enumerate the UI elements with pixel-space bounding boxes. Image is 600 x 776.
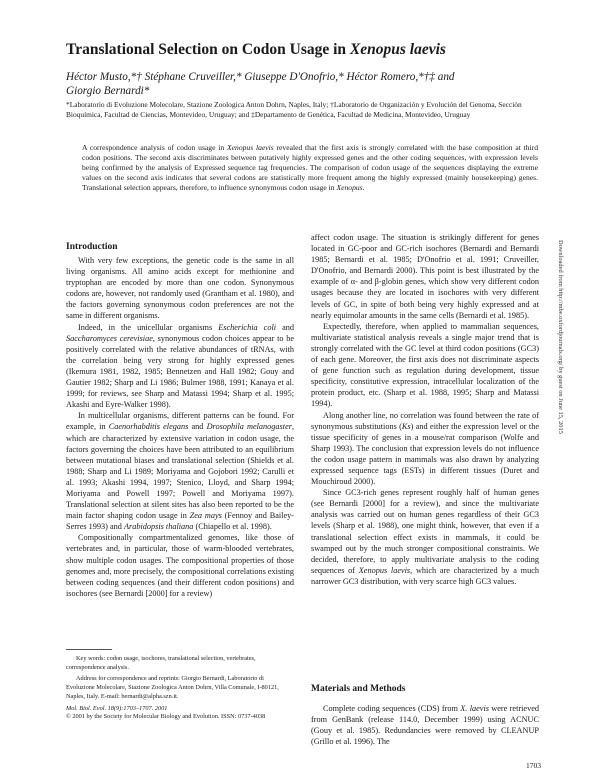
download-watermark: Downloaded from http://mbe.oxfordjournals.org/ by guest on June 15, 2015 — [557, 240, 564, 434]
left-column — [66, 255, 294, 599]
paragraph: In multicellular organisms, different patterns can be found. For example, in Caenorhabditis elegans and Drosophila melanogaster, which are characterized by extensive variation in codon usage, the factors governing the choices have been attributed to an equilibrium between mutational biases and translational selection (Shields et al. 1988; Sharp and Li 1989; Moriyama and Gojobori 1992; Carulli et al. 1993; Akashi 1994, 1997; Stenico, Lloyd, and Sharp 1994; Moriyama and Powell 1997; Powell and Moriyama 1997). Translational selection at silent sites has also been reported to be the main factor shaping codon usage in Zea mays (Fennoy and Bailey-Serres 1993) and Arabidopsis thaliana (Chiapello et al. 1998). — [66, 411, 294, 532]
abstract: A correspondence analysis of codon usage in Xenopus laevis revealed that the first axis is strongly correlated with the base composition at third codon positions. The second axis discriminates between putatively highly expressed genes and the other coding sequences, with expression levels being confirmed by the analysis of Expressed sequence tag frequencies. The comparison of codon usage of the sequences displaying the extreme values on the second axis indicates that several codons are statistically more frequent among the highly expressed (mainly housekeeping) genes. Translational selection appears, therefore, to influence synonymous codon usage in Xenopus. — [82, 143, 538, 193]
paragraph: Compositionally compartmentalized genomes, like those of vertebrates and, in particular, those of warm-blooded vertebrates, show multiple codon usages. The compositional properties of those genomes and, more precisely, the compositional correlations existing between coding sequences (and their different codon positions) and isochores (see Bernardi [2000] for a review) — [66, 533, 294, 598]
right-column — [311, 232, 539, 587]
section-heading-introduction: Introduction — [66, 242, 118, 252]
page-number: 1703 — [526, 761, 541, 770]
author-list: Héctor Musto,*† Stéphane Cruveiller,* Giuseppe D'Onofrio,* Héctor Romero,*†‡ and Giorgio Bernardi* — [66, 71, 455, 97]
paragraph: Expectedly, therefore, when applied to mammalian sequences, multivariate statistical analysis reveals a single major trend that is strongly correlated with the GC level at third codon positions (GC3) of each gene. Moreover, the first axis does not discriminate aspects of gene function such as regulation during development, tissue specificity, constitutive expression, intracellular localization of the protein product, etc. (Sharp et al. 1988, 1995; Sharp and Matassi 1994). — [311, 321, 539, 409]
affiliations: *Laboratorio di Evoluzione Molecolare, Stazione Zoologica Anton Dohrn, Naples, Italy; †Laboratorio de Organización y Evolución del Genoma, Sección Bioquímica, Facultad de Ciencias, Montevideo, Uruguay; and ‡Departamento de Genética, Facultad de Medicina, Montevideo, Uruguay — [66, 100, 522, 119]
correspondence-address: Address for correspondence and reprints: Giorgio Bernardi, Laboratorio di Evoluzione Molecolare, Stazione Zoologica Anton Dohrn, Villa Comunale, I-80121, Naples, Italy. E-mail: bernardi@alpha.szn.it. — [66, 675, 279, 700]
methods-paragraph: Complete coding sequences (CDS) from X. laevis were retrieved from GenBank (release 114.0, December 1999) using ACNUC (Gouy et al. 1985). Redundancies were removed by CLEANUP (Grillo et al. 1996). The — [311, 704, 539, 747]
footnote-divider — [66, 649, 112, 650]
journal-citation: Mol. Biol. Evol. 18(9):1703–1707. 2001 — [66, 704, 168, 712]
footnotes — [66, 655, 294, 722]
paragraph: Along another line, no correlation was found between the rate of synonymous substitutions (Ks) and either the expression level or the tissue specificity of genes in a mouse/rat comparison (Wolfe and Sharp 1993). The conclusion that expression levels do not influence the codon usage pattern in mammals was also drawn by analyzing expressed sequence tags (ESTs) in different tissues (Duret and Mouchiroud 2000). — [311, 410, 539, 487]
paragraph: affect codon usage. The situation is strikingly different for genes located in GC-poor and GC-rich isochores (Bernardi and Bernardi 1985; Bernardi et al. 1985; D'Onofrio et al. 1991; Cruveiller, D'Onofrio, and Bernardi 2000). This point is best illustrated by the example of α- and β-globin genes, which show very different codon usages because they are located in isochores with very different levels of GC, in spite of both being very highly expressed and at nearly equimolar amounts in the same cells (Bernardi et al. 1985). — [311, 233, 539, 320]
copyright: © 2001 by the Society for Molecular Biology and Evolution. ISSN: 0737-4038 — [66, 713, 266, 721]
paper-title: Translational Selection on Codon Usage in Xenopus laevis — [66, 41, 446, 58]
paragraph: Since GC3-rich genes represent roughly half of human genes (see Bernardi [2000] for a review), and since the multivariate analysis was carried out on human genes regardless of their GC3 levels (Sharp et al. 1988), one might think, however, that even if a translational selection effect exists in mammals, it could be swamped out by the much stronger compositional constraints. We decided, therefore, to apply multivariate analysis to the coding sequences of Xenopus laevis, which are characterized by a much narrower GC3 distribution, with very scarce high GC3 values. — [311, 488, 539, 586]
keywords: Key words: codon usage, isochores, translational selection, vertebrates, correspondence analysis. — [66, 655, 256, 671]
paragraph: With very few exceptions, the genetic code is the same in all living organisms. All amino acids except for methionine and tryptophan are encoded by more than one codon. Synonymous codons are, however, not randomly used (Grantham et al. 1980), and the factors governing synonymous codon preferences are not the same in different organisms. — [66, 256, 294, 321]
paragraph: Indeed, in the unicellular organisms Escherichia coli and Saccharomyces cerevisiae, synonymous codon choices appear to be positively correlated with the relative abundances of tRNAs, with the correlation being very strong for highly expressed genes (Ikemura 1981, 1982, 1985; Bennetzen and Hall 1982; Gouy and Gautier 1982; Sharp and Li 1986; Bulmer 1988, 1991; Kanaya et al. 1999; for reviews, see Sharp and Matassi 1994; Sharp et al. 1995; Akashi and Eyre-Walker 1998). — [66, 322, 294, 410]
section-heading-methods: Materials and Methods — [311, 684, 406, 694]
